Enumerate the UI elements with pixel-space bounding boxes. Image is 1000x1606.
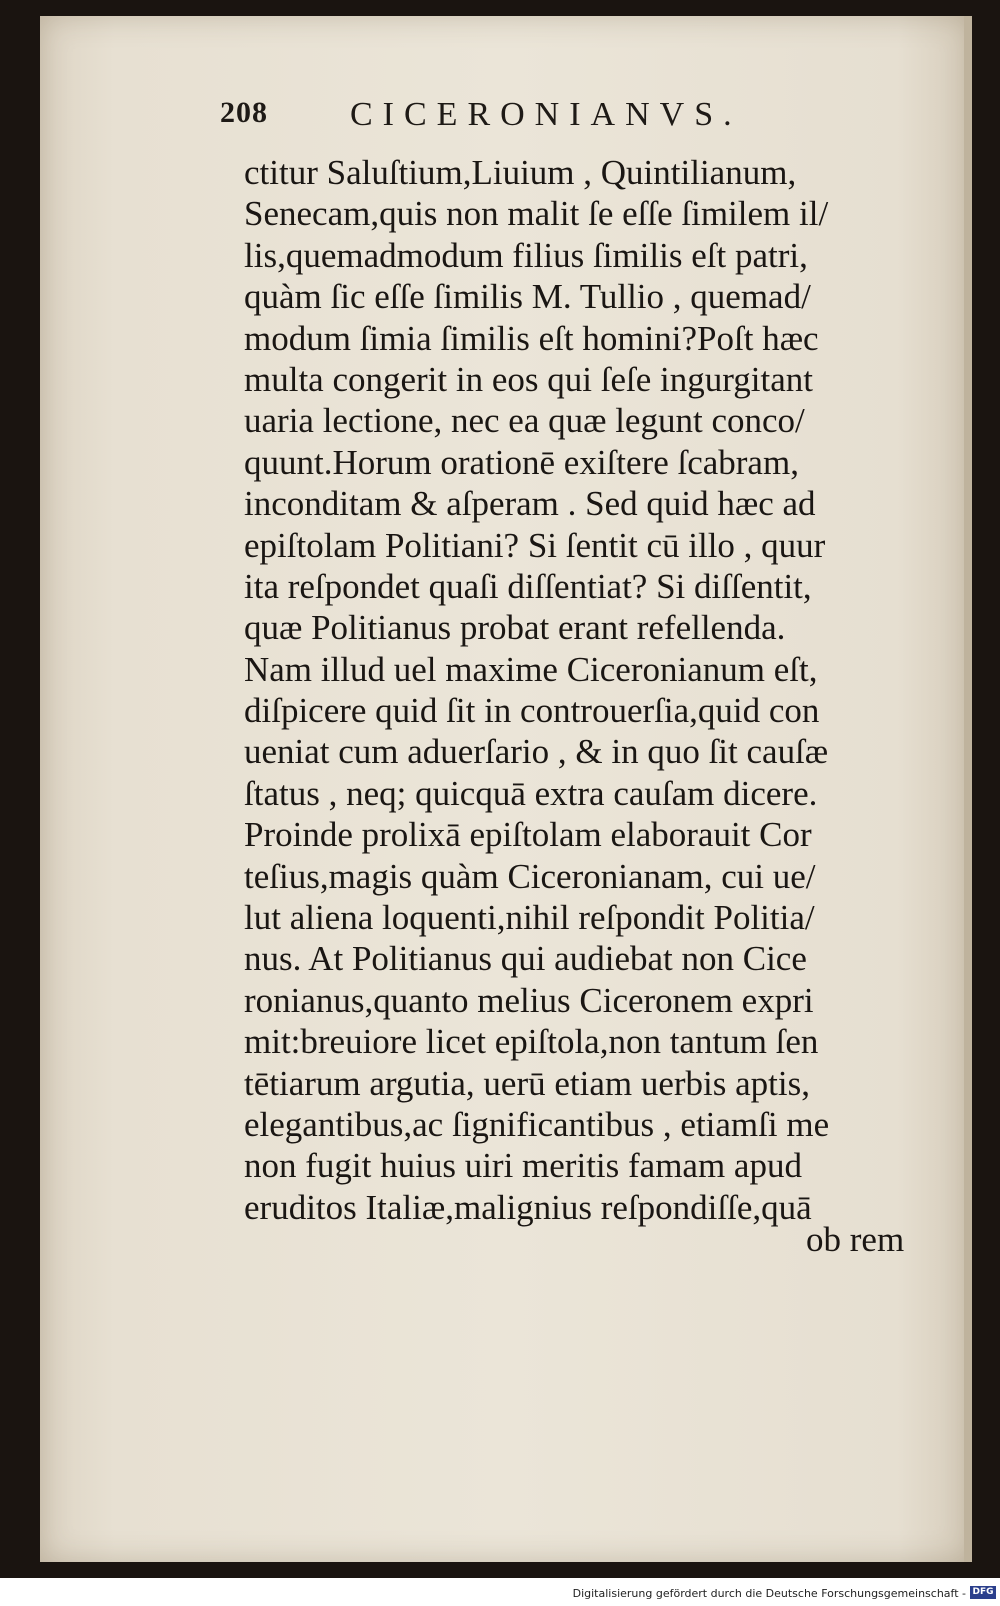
text-line: epiſtolam Politiani? Si ſentit cū illo , quur <box>244 525 826 565</box>
text-line: ctitur Saluſtium,Liuium , Quintilianum, <box>244 153 797 192</box>
catchword: ob rem <box>806 1220 905 1259</box>
text-body <box>244 152 934 1228</box>
text-line: lis,quemadmodum filius ſimilis eſt patri, <box>244 235 808 275</box>
digitization-footer <box>0 1578 1000 1606</box>
page-edge <box>964 16 972 1562</box>
text-line: ueniat cum aduerſario , & in quo ſit cauſæ <box>244 732 829 772</box>
text-line: Senecam,quis non malit ſe eſſe ſimilem il/ <box>244 194 829 234</box>
text-line: eruditos Italiæ,malignius reſpondiſſe,quā <box>244 1187 812 1227</box>
text-line: multa congerit in eos qui ſeſe ingurgitant <box>244 359 813 399</box>
text-line: lut aliena loquenti,nihil reſpondit Politia/ <box>244 898 815 938</box>
text-line: quunt.Horum orationē exiſtere ſcabram, <box>244 442 799 482</box>
page-header <box>220 96 780 146</box>
text-line: ronianus,quanto melius Ciceronem expri <box>244 980 814 1020</box>
text-line: quæ Politianus probat erant refellenda. <box>244 608 786 648</box>
text-line: teſius,magis quàm Ciceronianam, cui ue/ <box>244 856 816 896</box>
text-line: quàm ſic eſſe ſimilis M. Tullio , quemad/ <box>244 277 811 317</box>
text-line: mit:breuiore licet epiſtola,non tantum ſen <box>244 1022 819 1062</box>
text-line: diſpicere quid ſit in controuerſia,quid con <box>244 691 820 731</box>
text-line: tētiarum argutia, uerū etiam uerbis aptis, <box>244 1063 810 1103</box>
dfg-logo: DFG <box>970 1586 996 1599</box>
text-line: uaria lectione, nec ea quæ legunt conco/ <box>244 401 805 441</box>
funding-credit: Digitalisierung gefördert durch die Deutsche Forschungsgemeinschaft - <box>572 1587 966 1600</box>
text-line: nus. At Politianus qui audiebat non Cice <box>244 939 807 979</box>
page-number: 208 <box>220 96 268 129</box>
text-line: non fugit huius uiri meritis famam apud <box>244 1146 802 1186</box>
text-line: modum ſimia ſimilis eſt homini?Poſt hæc <box>244 318 819 358</box>
text-line: inconditam & aſperam . Sed quid hæc ad <box>244 484 816 524</box>
text-line: ita reſpondet quaſi diſſentiat? Si diſſentit, <box>244 566 812 606</box>
text-line: ſtatus , neq; quicquā extra cauſam dicere. <box>244 773 818 813</box>
text-line: Nam illud uel maxime Ciceronianum eſt, <box>244 649 818 689</box>
running-title: CICERONIANVS. <box>350 96 742 133</box>
text-line: Proinde prolixā epiſtolam elaborauit Cor <box>244 815 812 855</box>
text-line: elegantibus,ac ſignificantibus , etiamſi me <box>244 1104 830 1144</box>
